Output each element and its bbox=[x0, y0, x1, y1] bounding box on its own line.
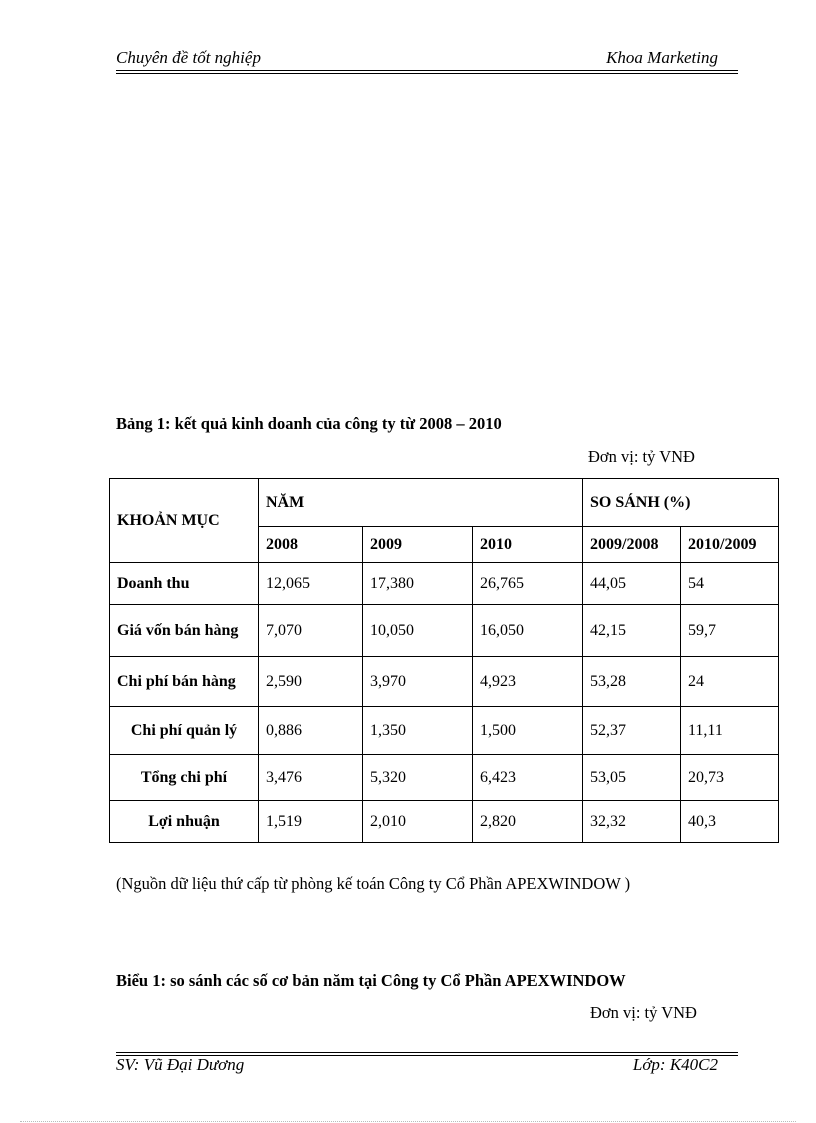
cell: 10,050 bbox=[363, 605, 473, 657]
cell: 2,820 bbox=[473, 801, 583, 843]
cell: 7,070 bbox=[259, 605, 363, 657]
cell: 53,28 bbox=[583, 657, 681, 707]
col-header-year: 2009 bbox=[363, 527, 473, 563]
page-edge-divider bbox=[20, 1121, 796, 1122]
table-unit: Đơn vị: tỷ VNĐ bbox=[588, 447, 695, 466]
table-row bbox=[110, 657, 779, 707]
table-row bbox=[110, 707, 779, 755]
cell: 2,010 bbox=[363, 801, 473, 843]
col-header-compare: 2009/2008 bbox=[583, 527, 681, 563]
cell: 11,11 bbox=[681, 707, 779, 755]
table-row bbox=[110, 755, 779, 801]
col-header-year: 2010 bbox=[473, 527, 583, 563]
col-header-compare-group: SO SÁNH (%) bbox=[583, 479, 779, 527]
header-left: Chuyên đề tốt nghiệp bbox=[116, 48, 261, 67]
cell: 12,065 bbox=[259, 563, 363, 605]
cell: 1,350 bbox=[363, 707, 473, 755]
page-footer bbox=[116, 1055, 738, 1079]
cell: 1,519 bbox=[259, 801, 363, 843]
col-header-compare: 2010/2009 bbox=[681, 527, 779, 563]
cell: 0,886 bbox=[259, 707, 363, 755]
table-caption: Bảng 1: kết quả kinh doanh của công ty từ 2008 – 2010 bbox=[116, 414, 502, 433]
chart-unit: Đơn vị: tỷ VNĐ bbox=[590, 1003, 697, 1022]
cell: 24 bbox=[681, 657, 779, 707]
footer-rule bbox=[116, 1052, 738, 1053]
cell: 17,380 bbox=[363, 563, 473, 605]
col-header-year: 2008 bbox=[259, 527, 363, 563]
row-label: Giá vốn bán hàng bbox=[110, 605, 259, 657]
cell: 32,32 bbox=[583, 801, 681, 843]
page-header bbox=[116, 48, 738, 72]
col-header-item: KHOẢN MỤC bbox=[110, 479, 259, 563]
cell: 54 bbox=[681, 563, 779, 605]
cell: 42,15 bbox=[583, 605, 681, 657]
chart-caption: Biểu 1: so sánh các số cơ bản năm tại Công ty Cổ Phần APEXWINDOW bbox=[116, 971, 626, 990]
col-header-year-group: NĂM bbox=[259, 479, 583, 527]
row-label: Lợi nhuận bbox=[110, 801, 259, 843]
header-rule bbox=[116, 70, 738, 71]
table-row bbox=[110, 605, 779, 657]
cell: 1,500 bbox=[473, 707, 583, 755]
row-label: Tổng chi phí bbox=[110, 755, 259, 801]
cell: 59,7 bbox=[681, 605, 779, 657]
cell: 5,320 bbox=[363, 755, 473, 801]
cell: 20,73 bbox=[681, 755, 779, 801]
cell: 44,05 bbox=[583, 563, 681, 605]
cell: 16,050 bbox=[473, 605, 583, 657]
cell: 3,476 bbox=[259, 755, 363, 801]
cell: 4,923 bbox=[473, 657, 583, 707]
row-label: Chi phí bán hàng bbox=[110, 657, 259, 707]
cell: 26,765 bbox=[473, 563, 583, 605]
cell: 6,423 bbox=[473, 755, 583, 801]
cell: 53,05 bbox=[583, 755, 681, 801]
business-results-table bbox=[109, 478, 779, 843]
row-label: Doanh thu bbox=[110, 563, 259, 605]
header-rule-2 bbox=[116, 73, 738, 74]
cell: 3,970 bbox=[363, 657, 473, 707]
footer-left: SV: Vũ Đại Dương bbox=[116, 1055, 245, 1074]
footer-right: Lớp: K40C2 bbox=[632, 1055, 718, 1074]
table-source-note: (Nguồn dữ liệu thứ cấp từ phòng kế toán Công ty Cổ Phần APEXWINDOW ) bbox=[116, 874, 631, 893]
cell: 2,590 bbox=[259, 657, 363, 707]
cell: 40,3 bbox=[681, 801, 779, 843]
header-right: Khoa Marketing bbox=[606, 48, 718, 67]
table-row bbox=[110, 563, 779, 605]
table-row bbox=[110, 801, 779, 843]
cell: 52,37 bbox=[583, 707, 681, 755]
row-label: Chi phí quản lý bbox=[110, 707, 259, 755]
